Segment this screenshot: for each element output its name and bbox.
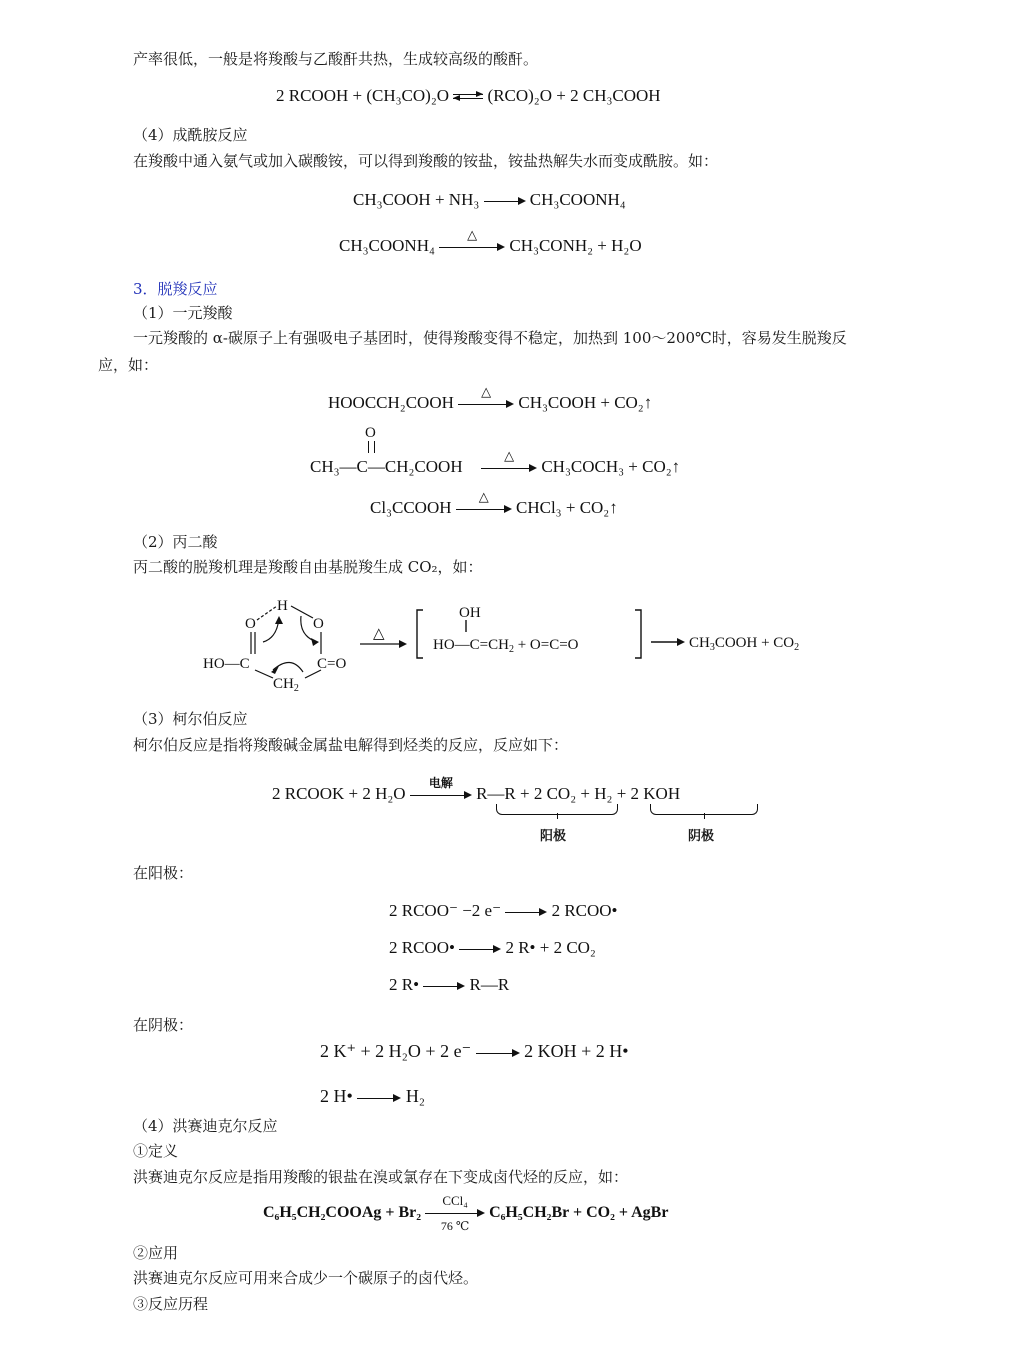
definition-heading: ①定义 [133,1142,179,1160]
eq-left: 2 RCOOK + 2 H₂O [272,784,406,803]
mono-text-line2: 应，如： [98,356,159,374]
mech-o-left: O [245,616,256,632]
temperature-label: 76 ℃ [440,1219,470,1234]
eq-left: 2 K⁺ + 2 H₂O + 2 e⁻ [320,1041,472,1061]
anode-brace [496,804,618,815]
mech-c-right: C=O [317,656,347,672]
arrow-heat-icon [458,384,514,415]
equation-mono-1 [328,384,653,415]
anode-label: 阳极 [540,829,567,844]
eq-left: C₆H₅CH₂COOAg + Br₂ [263,1204,422,1221]
eq-left: 2 RCOO• [389,938,455,957]
equation-mono-2 [310,448,681,479]
arrow-icon [357,1087,401,1109]
arrow-icon [423,975,465,997]
arrow-heat-icon [439,227,505,258]
carbonyl-oxygen: O [365,425,376,441]
eq-right: 2 R• + 2 CO₂ [505,938,596,957]
application-text: 洪赛迪克尔反应可用来合成少一个碳原子的卤代烃。 [133,1269,479,1287]
mech-heat: △ [373,626,385,642]
mono-text-line1: 一元羧酸的 α-碳原子上有强吸电子基团时，使得羧酸变得不稳定，加热到 100～200℃时，容易发生脱羧反 [133,329,847,347]
eq-left: HOOCCH₂COOH [328,393,454,412]
arrow-electrolysis-icon [410,776,472,806]
heat-symbol: △ [478,489,489,505]
mech-o-right: O [313,616,324,632]
heading-text: （4）成酰胺反应 [133,126,248,144]
mech-ch2: $CH_2$ [273,676,299,694]
anode-heading: 在阳极： [133,864,194,882]
heat-symbol: △ [481,384,492,400]
subheading-malonic: （2）丙二酸 [133,533,218,551]
equilibrium-arrow-icon [453,92,483,102]
heat-symbol: △ [504,448,515,464]
anode-equation-2 [389,937,596,960]
eq-right: CH₃CONH₂ + H₂O [509,236,642,255]
equation-kolbe-overall [272,776,681,806]
eq-left: CH₃COONH₄ [339,236,435,255]
eq-left: 2 RCOOH + (CH₃CO)₂O [276,86,450,105]
equation-hunsdiecker [263,1193,669,1234]
arrow-icon [484,190,526,212]
subheading-monocarboxylic: （1）一元羧酸 [133,304,233,322]
equation-mono-3 [370,489,618,520]
arrow-icon [476,1042,520,1064]
section-heading-amide [133,125,248,145]
kolbe-text: 柯尔伯反应是指将羧酸碱金属盐电解得到烃类的反应，反应如下： [133,736,569,754]
eq-right: CH₃COCH₃ + CO₂↑ [541,457,681,476]
arrow-icon [505,901,547,923]
heat-symbol: △ [467,227,478,243]
cathode-brace [650,804,758,815]
equation-anhydride [276,85,661,107]
arrow-heat-icon [481,448,537,479]
eq-left: 2 R• [389,975,420,994]
eq-right: CHCl₃ + CO₂↑ [516,498,618,517]
eq-left: CH₃COOH + NH₃ [353,190,480,209]
plus-sign: + [580,784,590,803]
mech-h: H [277,598,288,614]
arrow-heat-icon [456,489,512,520]
subheading-kolbe: （3）柯尔伯反应 [133,710,248,728]
eq-left: 2 H• [320,1086,353,1106]
cathode-products: H₂ + 2 KOH [594,784,681,803]
intermediate-oh: OH [459,605,481,621]
section-title-decarboxylation: 3．脱羧反应 [133,280,218,298]
eq-left: Cl₃CCOOH [370,498,452,517]
cathode-label: 阴极 [688,829,715,844]
arrow-icon [459,938,501,960]
double-bond-line [368,441,375,453]
mech-ho: HO—C [203,656,250,672]
eq-right: R—R [469,975,510,994]
cathode-equation-2 [320,1085,425,1109]
eq-right: 2 KOH + 2 H• [524,1041,629,1061]
cathode-equation-1 [320,1040,629,1064]
eq-left: 2 RCOO⁻ −2 e⁻ [389,901,502,920]
subheading-hunsdiecker: （4）洪赛迪克尔反应 [133,1117,278,1135]
mechanism-product: $CH_3COOH + CO_2$ [689,635,800,653]
definition-text: 洪赛迪克尔反应是指用羧酸的银盐在溴或氯存在下变成卤代烃的反应，如： [133,1168,629,1186]
malonic-mechanism-diagram [195,590,835,700]
mechanism-heading: ③反应历程 [133,1295,209,1313]
eq-right: H₂ [405,1086,426,1106]
equation-amide-1 [353,189,626,212]
intro-text: 产率很低，一般是将羧酸与乙酸酐共热，生成较高级的酸酐。 [133,50,539,68]
eq-right: 2 RCOO• [551,901,618,920]
anode-equation-3 [389,974,509,997]
malonic-text: 丙二酸的脱羧机理是羧酸自由基脱羧生成 CO₂，如： [133,558,483,576]
anode-equation-1 [389,900,618,923]
equation-amide-2 [339,227,642,258]
cathode-heading: 在阴极： [133,1016,194,1034]
eq-left: CH₃—C—CH₂COOH [310,457,463,476]
anode-products: R—R + 2 CO₂ [476,784,577,803]
eq-right: CH₃COOH + CO₂↑ [518,393,653,412]
eq-right: (RCO)₂O + 2 CH₃COOH [487,86,661,105]
amide-text: 在羧酸中通入氨气或加入碳酸铵，可以得到羧酸的铵盐，铵盐热解失水而变成酰胺。如： [133,152,719,170]
solvent-label: CCl₄ [442,1193,468,1209]
eq-right: CH₃COONH₄ [529,190,626,209]
arrow-conditions-icon [425,1193,485,1234]
application-heading: ②应用 [133,1244,179,1262]
intermediate-formula: $HO—C=CH_2 + O=C=O$ [433,637,579,655]
eq-right: C₆H₅CH₂Br + CO₂ + AgBr [489,1204,669,1221]
electrolysis-label: 电解 [428,776,453,791]
